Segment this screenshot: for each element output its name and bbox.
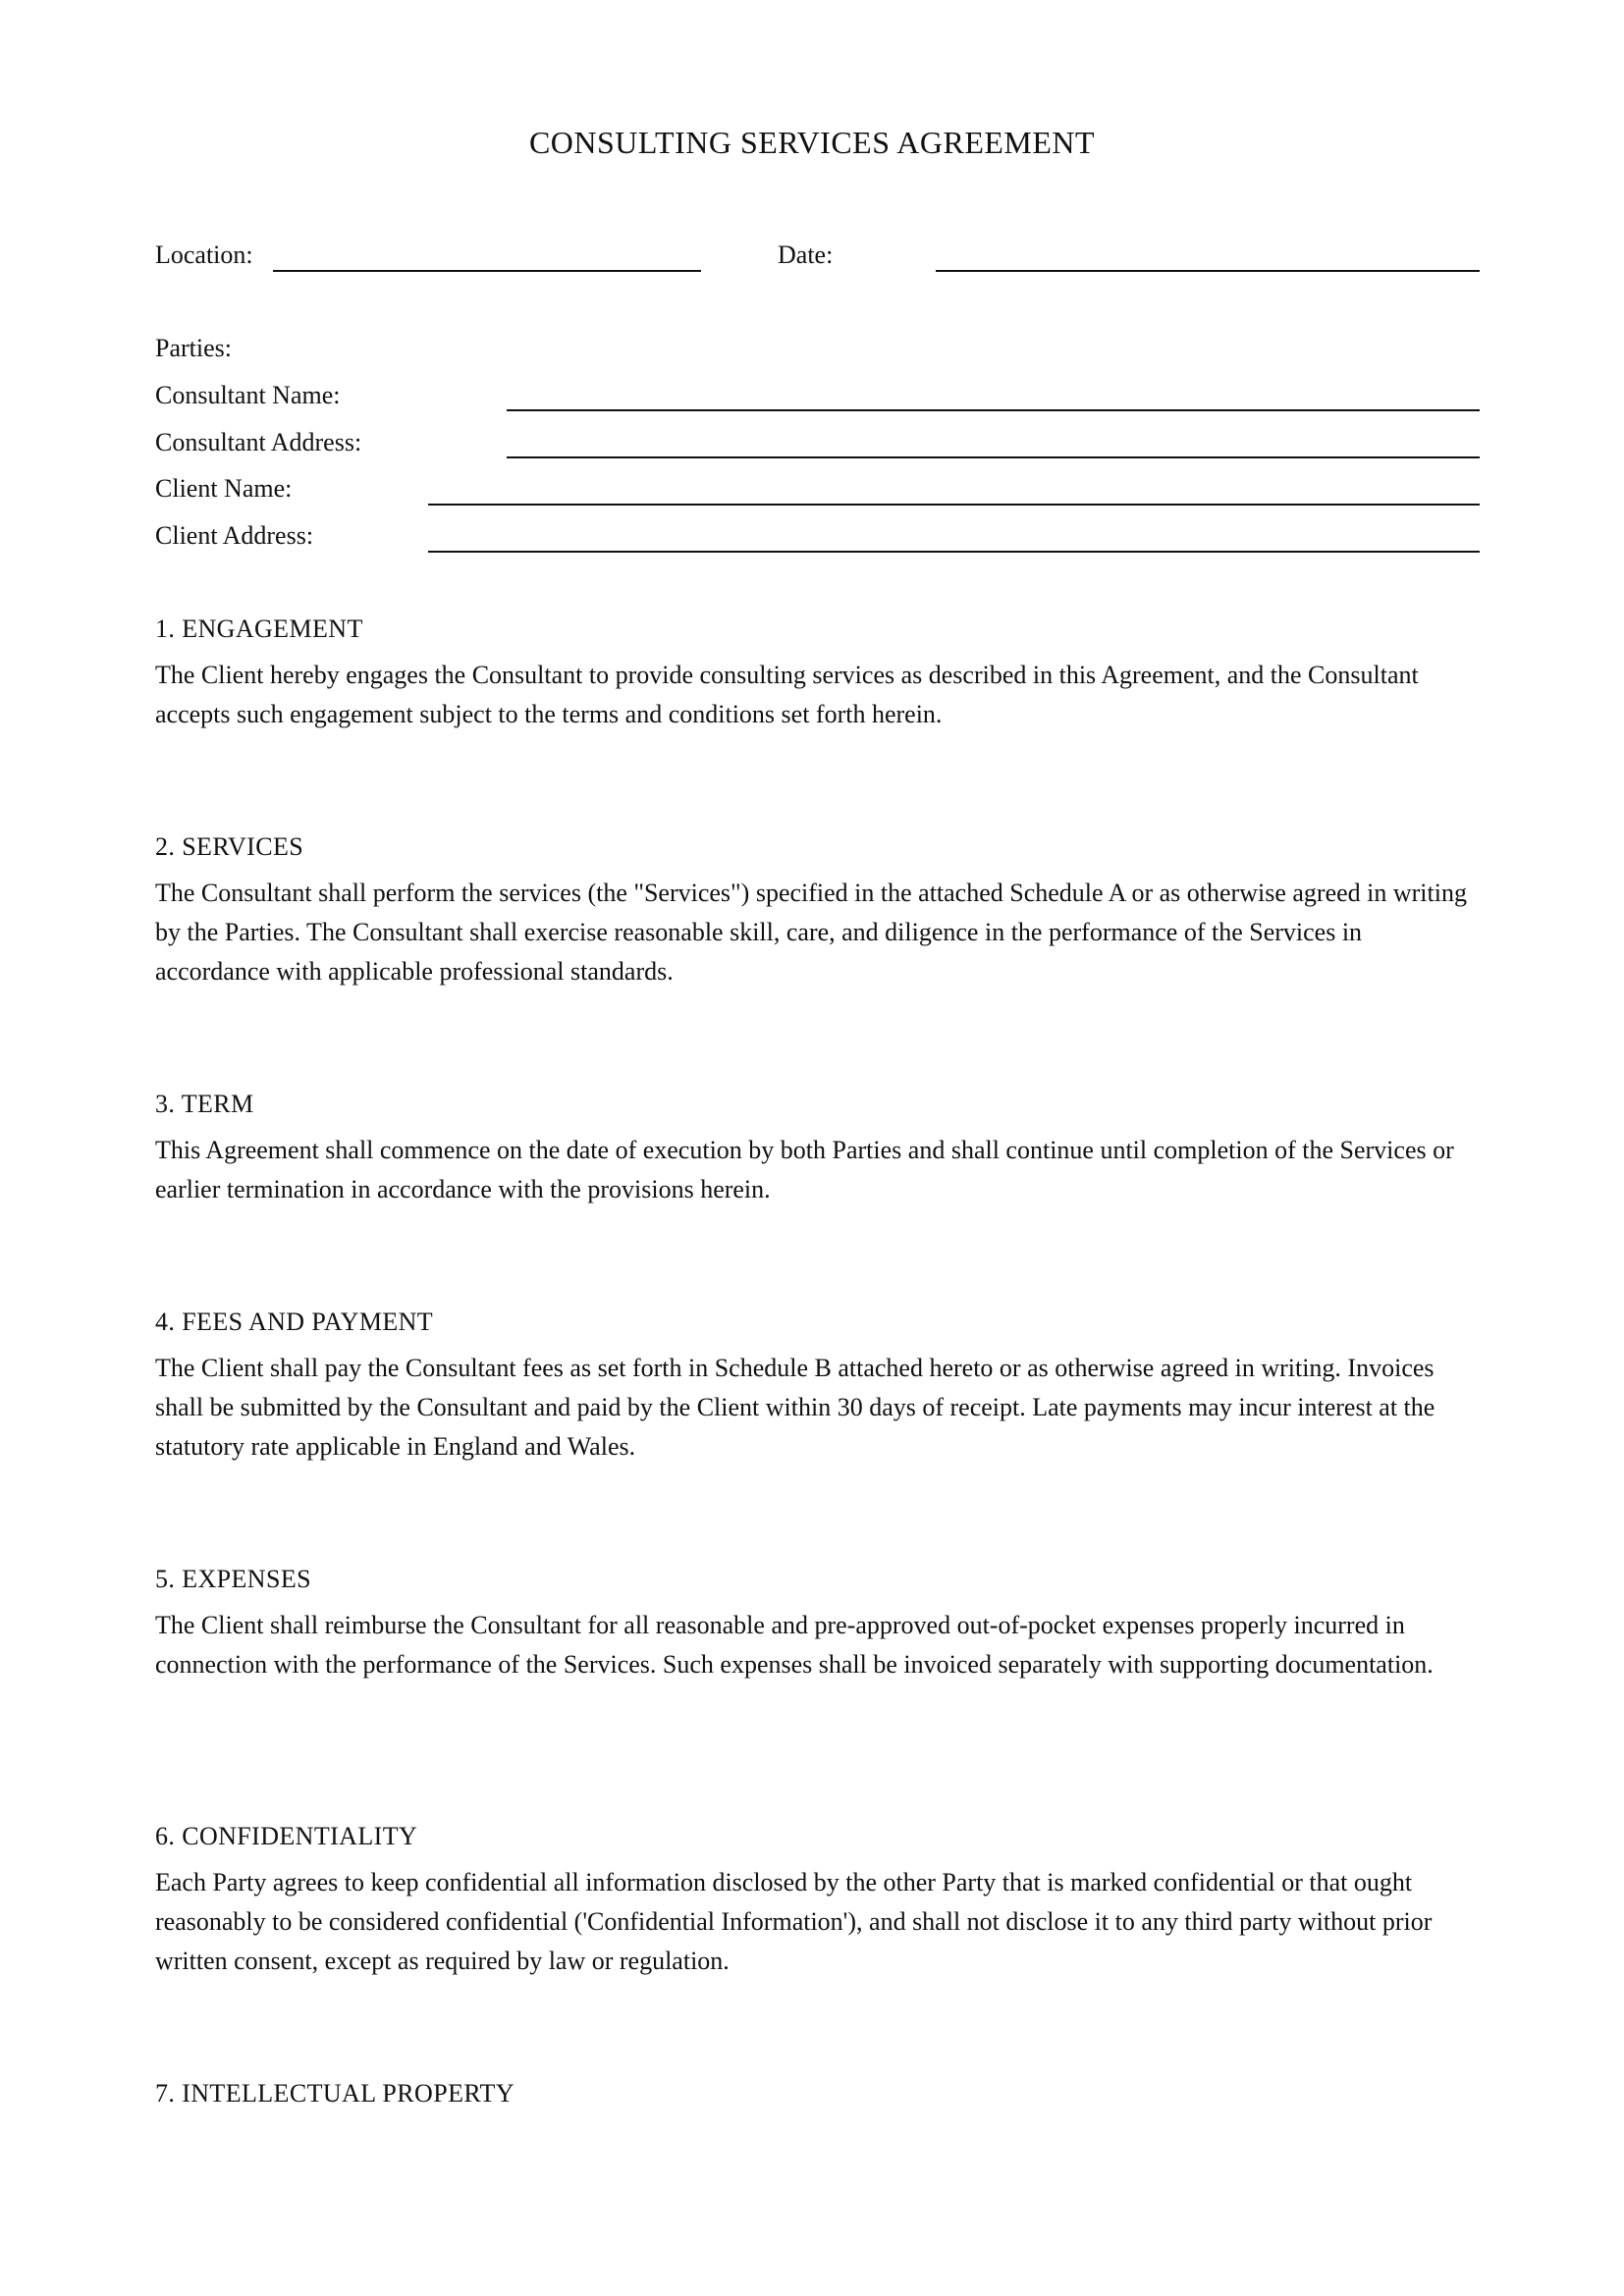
section-body-confidentiality: Each Party agrees to keep confidential all information disclosed by the other Party that is marked confidential or that ought reasonably to be considered confidential ('Confidential Information'), and shall not disclose it to any third party without prior written consent, except as required by law or regulation. [155, 1868, 1433, 1975]
date-label: Date: [778, 240, 834, 269]
consultant-address-label: Consultant Address: [155, 428, 362, 456]
consultant-address-field[interactable] [507, 456, 1480, 458]
location-field[interactable] [273, 270, 701, 272]
client-name-field[interactable] [428, 504, 1480, 506]
section-body-services: The Consultant shall perform the services (the "Services") specified in the attached Schedule A or as otherwise agreed in writing by the Parties. The Consultant shall exercise reasonable skill, care, and diligence in the performance of the Services in accordance with applicable professional standards. [155, 879, 1467, 986]
section-heading-engagement: 1. ENGAGEMENT [155, 614, 363, 643]
client-address-field[interactable] [428, 551, 1480, 553]
document-title: CONSULTING SERVICES AGREEMENT [528, 125, 1096, 160]
section-heading-confidentiality: 6. CONFIDENTIALITY [155, 1822, 418, 1850]
section-body-engagement: The Client hereby engages the Consultant to provide consulting services as described in this Agreement, and the Consultant accepts such engagement subject to the terms and conditions set forth herein. [155, 661, 1419, 728]
location-label: Location: [155, 240, 253, 269]
section-body-expenses: The Client shall reimburse the Consultant for all reasonable and pre-approved out-of-pocket expenses properly incurred in connection with the performance of the Services. Such expenses shall be invoiced separately with supporting documentation. [155, 1611, 1434, 1679]
section-body-term: This Agreement shall commence on the date of execution by both Parties and shall continue until completion of the Services or earlier termination in accordance with the provisions herein. [155, 1136, 1454, 1203]
client-name-label: Client Name: [155, 474, 293, 503]
section-heading-expenses: 5. EXPENSES [155, 1565, 311, 1593]
client-address-label: Client Address: [155, 521, 314, 550]
consultant-name-field[interactable] [507, 409, 1480, 411]
parties-heading: Parties: [155, 334, 232, 362]
date-field[interactable] [936, 270, 1480, 272]
section-body-fees-and-payment: The Client shall pay the Consultant fees as set forth in Schedule B attached hereto or as otherwise agreed in writing. Invoices shall be submitted by the Consultant and paid by the Client within 30 days of receipt. Late payments may incur interest at the statutory rate applicable in England and Wales. [155, 1354, 1435, 1461]
section-heading-fees-and-payment: 4. FEES AND PAYMENT [155, 1308, 434, 1336]
section-heading-term: 3. TERM [155, 1090, 254, 1118]
consultant-name-label: Consultant Name: [155, 381, 341, 409]
section-heading-intellectual-property: 7. INTELLECTUAL PROPERTY [155, 2079, 514, 2108]
section-heading-services: 2. SERVICES [155, 832, 304, 861]
